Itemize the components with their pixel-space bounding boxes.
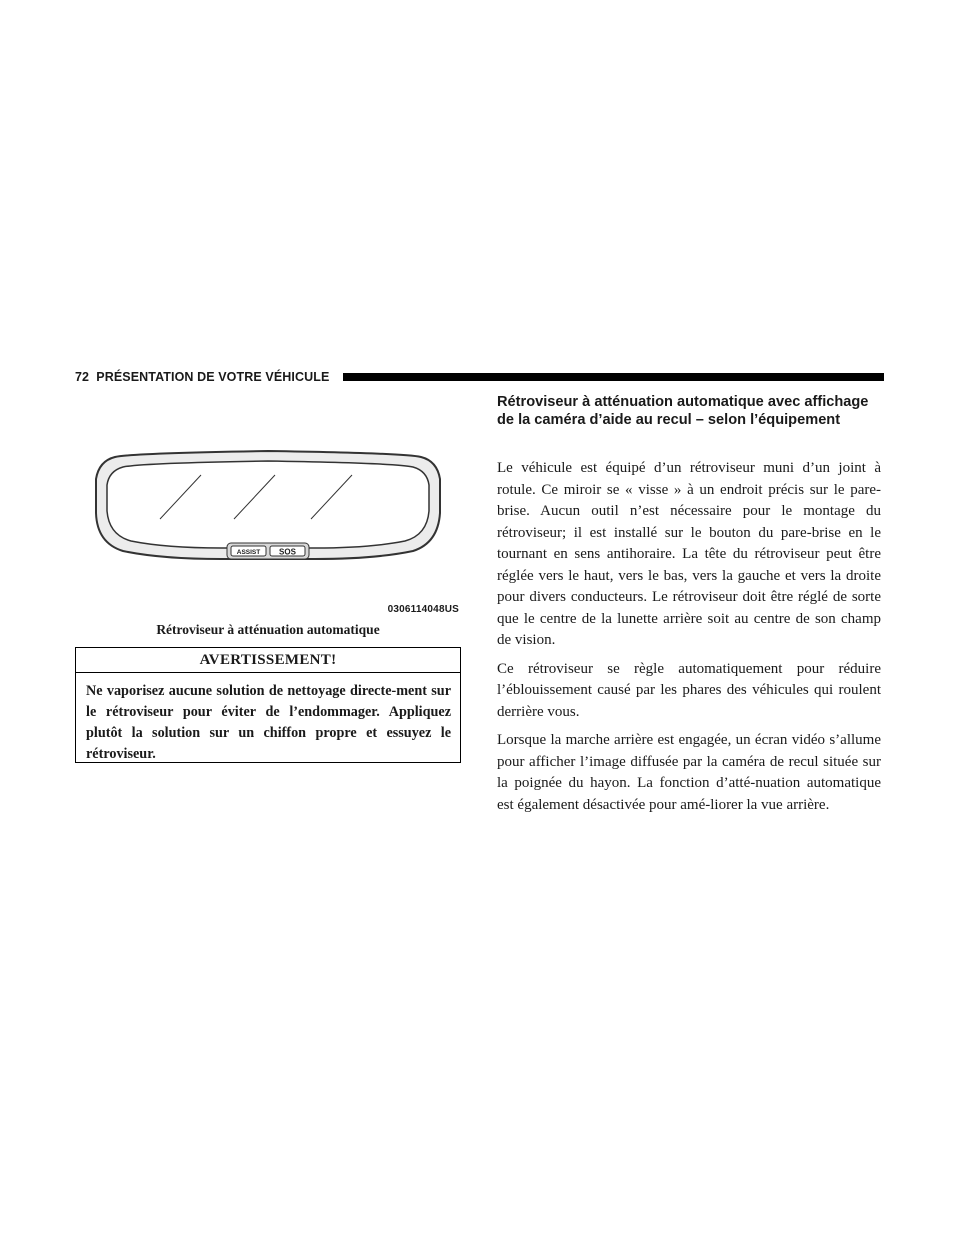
header-text [75, 367, 329, 387]
section-heading: PRÉSENTATION DE VOTRE VÉHICULE [96, 370, 330, 384]
warning-box [75, 647, 461, 763]
mirror-glass [107, 461, 429, 548]
paragraph: Le véhicule est équipé d’un rétroviseur muni d’un joint à rotule. Ce miroir se « visse » à un endroit précis sur le pare-brise. Aucun outil n’est nécessaire pour le montage du rétroviseur; il est installé sur le bouton du pare-brise en le tournant en sens antihoraire. La tête du rétroviseur peut être réglée vers le haut, vers le bas, vers la gauche et vers la droite pour divers conducteurs. Le rétroviseur doit être réglé de sorte que le centre de la lunette arrière soit au centre de son champ de vision. [497, 460, 881, 648]
warning-title: AVERTISSEMENT! [76, 648, 460, 673]
mirror-figure [75, 393, 461, 618]
warning-text: Ne vaporisez aucune solution de nettoyage directe-ment sur le rétroviseur pour éviter de l’endommager. Appliquez plutôt la solution sur un chiffon propre et essuyez le rétroviseur. [86, 683, 451, 762]
rearview-mirror-illustration [75, 393, 461, 618]
assist-button-label: ASSIST [236, 549, 261, 556]
section-title: Rétroviseur à atténuation automatique avec affichage de la caméra d’aide au recul – selon l’équipement [497, 394, 869, 428]
figure-caption: Rétroviseur à atténuation automatique [156, 622, 380, 637]
page-header [75, 367, 884, 387]
page-number: 72 [75, 370, 90, 384]
paragraph: Ce rétroviseur se règle automatiquement pour réduire l’éblouissement causé par les phares des véhicules qui roulent derrière vous. [497, 660, 881, 720]
sos-button-label: SOS [279, 547, 296, 557]
paragraph: Lorsque la marche arrière est engagée, un écran vidéo s’allume pour afficher l’image diffusée par la caméra de recul située sur la poignée du hayon. La fonction d’atté-nuation automatique est également désactivée pour amé-liorer la vue arrière. [497, 732, 881, 813]
section-body [497, 458, 881, 823]
header-rule [343, 373, 884, 381]
figure-code: 0306114048US [387, 604, 459, 615]
